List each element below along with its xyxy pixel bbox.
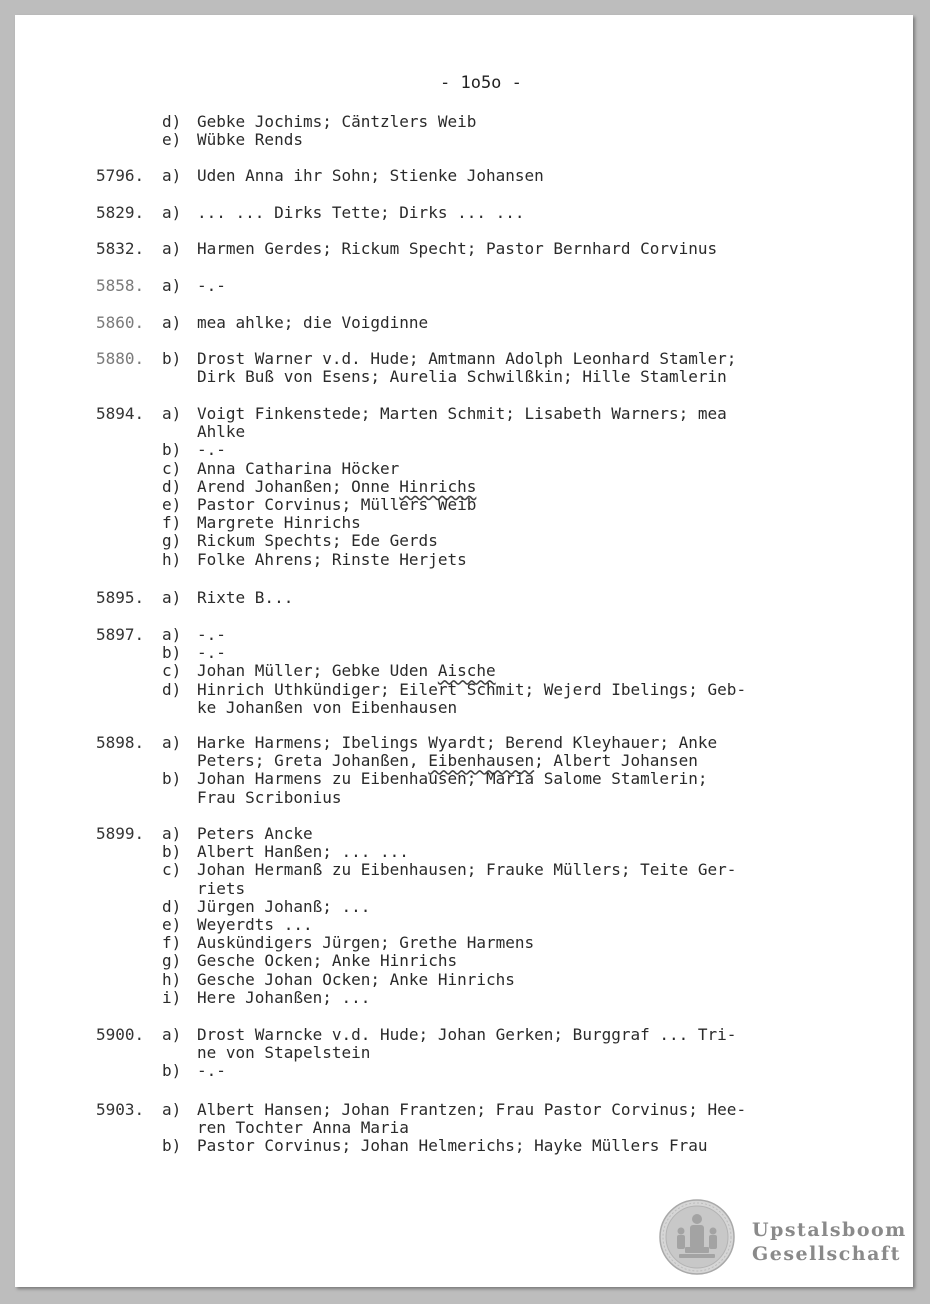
- entry-line: [0, 350, 930, 368]
- entry: [0, 589, 930, 607]
- entry-number: 5903.: [96, 1100, 145, 1119]
- item-text: Voigt Finkenstede; Marten Schmit; Lisabeth Warners; mea: [197, 404, 727, 423]
- organization-name-line1: Upstalsboom: [752, 1219, 907, 1241]
- item-marker: a): [162, 313, 182, 332]
- entry: [0, 734, 930, 807]
- entry-line: [0, 770, 930, 788]
- item-marker: a): [162, 1100, 182, 1119]
- entry-number: 5880.: [96, 349, 145, 368]
- item-marker: h): [162, 969, 182, 989]
- item-text: Gesche Ocken; Anke Hinrichs: [197, 951, 458, 971]
- item-marker: d): [162, 679, 182, 699]
- entry: [0, 167, 930, 185]
- item-marker: e): [162, 914, 182, 934]
- entry-line: [0, 1101, 930, 1119]
- entry-line: [0, 441, 930, 459]
- entry-number: 5898.: [96, 733, 145, 752]
- item-marker: d): [162, 896, 182, 916]
- item-text: Weyerdts ...: [197, 914, 313, 934]
- entry-line: [0, 898, 930, 916]
- item-text: ne von Stapelstein: [197, 1043, 371, 1063]
- entry-line: [0, 843, 930, 861]
- entry-line: [0, 368, 930, 386]
- item-marker: b): [162, 1136, 182, 1156]
- entry: [0, 626, 930, 717]
- organization-name-line2: Gesellschaft: [752, 1243, 901, 1265]
- entry-line: [0, 1119, 930, 1137]
- item-text: -.-: [197, 276, 226, 295]
- entry-line: [0, 496, 930, 514]
- entry-line: [0, 551, 930, 569]
- entry-number: 5829.: [96, 203, 145, 222]
- entry-line: [0, 916, 930, 934]
- item-text: Peters; Greta Johanßen, Eibenhausen; Albert Johansen: [197, 751, 698, 771]
- item-marker: a): [162, 625, 182, 644]
- item-text: Drost Warncke v.d. Hude; Johan Gerken; Burggraf ... Tri-: [197, 1025, 737, 1044]
- organization-name: [752, 1218, 912, 1266]
- entry-line: [0, 204, 930, 222]
- item-marker: g): [162, 951, 182, 971]
- item-text: Albert Hanßen; ... ...: [197, 842, 409, 862]
- item-text: Rixte B...: [197, 588, 294, 607]
- item-text: Jürgen Johanß; ...: [197, 896, 371, 916]
- entry-number: 5894.: [96, 404, 145, 423]
- entry-line: [0, 1062, 930, 1080]
- item-text: Gebke Jochims; Cäntzlers Weib: [197, 112, 477, 131]
- item-text: Hinrich Uthkündiger; Eilert Schmit; Wejerd Ibelings; Geb-: [197, 679, 747, 699]
- entry-number: 5900.: [96, 1025, 145, 1044]
- item-marker: g): [162, 531, 182, 551]
- item-marker: a): [162, 733, 182, 752]
- entry-line: [0, 514, 930, 532]
- item-text: ke Johanßen von Eibenhausen: [197, 697, 458, 717]
- item-text: riets: [197, 878, 246, 898]
- entry-line: [0, 532, 930, 550]
- item-text: Arend Johanßen; Onne Hinrichs: [197, 476, 477, 496]
- entry-line: [0, 662, 930, 680]
- entry: [0, 405, 930, 569]
- entry-line: [0, 131, 930, 149]
- entry-line: [0, 277, 930, 295]
- item-text: Dirk Buß von Esens; Aurelia Schwilßkin; Hille Stamlerin: [197, 367, 727, 387]
- item-text: Anna Catharina Höcker: [197, 458, 400, 478]
- item-marker: b): [162, 769, 182, 789]
- entry-number: 5860.: [96, 313, 145, 332]
- item-text: Ahlke: [197, 422, 246, 442]
- item-text: Johan Harmens zu Eibenhausen; Maria Salome Stamlerin;: [197, 769, 708, 789]
- item-text: Uden Anna ihr Sohn; Stienke Johansen: [197, 166, 544, 185]
- entry: [0, 825, 930, 1007]
- item-text: Johan Hermanß zu Eibenhausen; Frauke Müllers; Teite Ger-: [197, 860, 737, 880]
- item-marker: a): [162, 166, 182, 185]
- entry: [0, 314, 930, 332]
- entry-line: [0, 167, 930, 185]
- item-marker: b): [162, 643, 182, 663]
- item-text: -.-: [197, 643, 226, 663]
- upstalsboom-seal-logo: [659, 1199, 735, 1275]
- entry-number: 5899.: [96, 824, 145, 843]
- entry: [0, 1026, 930, 1081]
- entry: [0, 1101, 930, 1156]
- item-marker: c): [162, 661, 182, 681]
- item-marker: a): [162, 588, 182, 607]
- item-text: Frau Scribonius: [197, 787, 342, 807]
- entry-line: [0, 880, 930, 898]
- entry-line: [0, 1137, 930, 1155]
- entry-line: [0, 789, 930, 807]
- item-text: Here Johanßen; ...: [197, 987, 371, 1007]
- item-marker: a): [162, 203, 182, 222]
- entry-line: [0, 952, 930, 970]
- entry-line: [0, 460, 930, 478]
- item-marker: a): [162, 1025, 182, 1044]
- entry-line: [0, 314, 930, 332]
- entry-line: [0, 1044, 930, 1062]
- item-text: Pastor Corvinus; Müllers Weib: [197, 494, 477, 514]
- entry-line: [0, 734, 930, 752]
- item-marker: f): [162, 513, 182, 533]
- item-text: Drost Warner v.d. Hude; Amtmann Adolph Leonhard Stamler;: [197, 349, 737, 368]
- item-text: Folke Ahrens; Rinste Herjets: [197, 549, 467, 569]
- item-text: -.-: [197, 440, 226, 460]
- item-text: Rickum Spechts; Ede Gerds: [197, 531, 438, 551]
- entry-number: 5796.: [96, 166, 145, 185]
- entry-line: [0, 626, 930, 644]
- item-text: Pastor Corvinus; Johan Helmerichs; Hayke Müllers Frau: [197, 1136, 708, 1156]
- item-marker: c): [162, 458, 182, 478]
- item-text: Harke Harmens; Ibelings Wyardt; Berend Kleyhauer; Anke: [197, 733, 718, 752]
- item-marker: b): [162, 1061, 182, 1081]
- entry-line: [0, 589, 930, 607]
- entry-number: 5858.: [96, 276, 145, 295]
- item-marker: e): [162, 130, 182, 150]
- item-marker: b): [162, 440, 182, 460]
- item-marker: b): [162, 349, 182, 368]
- entry: [0, 204, 930, 222]
- item-marker: b): [162, 842, 182, 862]
- entry: [0, 113, 930, 149]
- item-marker: c): [162, 860, 182, 880]
- entry-line: [0, 971, 930, 989]
- item-marker: a): [162, 824, 182, 843]
- item-text: Johan Müller; Gebke Uden Aische: [197, 661, 496, 681]
- item-text: Wübke Rends: [197, 130, 303, 150]
- entry-line: [0, 1026, 930, 1044]
- entry-number: 5895.: [96, 588, 145, 607]
- entry-line: [0, 478, 930, 496]
- item-text: Auskündigers Jürgen; Grethe Harmens: [197, 933, 535, 953]
- entry-line: [0, 699, 930, 717]
- item-text: ... ... Dirks Tette; Dirks ... ...: [197, 203, 525, 222]
- entry-number: 5832.: [96, 239, 145, 258]
- item-marker: i): [162, 987, 182, 1007]
- item-text: Harmen Gerdes; Rickum Specht; Pastor Bernhard Corvinus: [197, 239, 718, 258]
- entry: [0, 240, 930, 258]
- item-text: Margrete Hinrichs: [197, 513, 361, 533]
- entry-line: [0, 423, 930, 441]
- item-marker: a): [162, 239, 182, 258]
- item-marker: d): [162, 476, 182, 496]
- entry-line: [0, 989, 930, 1007]
- page-number: - 1o5o -: [440, 73, 522, 93]
- entry-number: 5897.: [96, 625, 145, 644]
- item-marker: h): [162, 549, 182, 569]
- entry-line: [0, 825, 930, 843]
- entry-line: [0, 405, 930, 423]
- item-text: -.-: [197, 625, 226, 644]
- item-text: mea ahlke; die Voigdinne: [197, 313, 429, 332]
- entry-line: [0, 113, 930, 131]
- entry: [0, 350, 930, 386]
- entry: [0, 277, 930, 295]
- item-marker: a): [162, 276, 182, 295]
- item-text: ren Tochter Anna Maria: [197, 1118, 409, 1138]
- entry-line: [0, 240, 930, 258]
- entry-line: [0, 681, 930, 699]
- item-text: Gesche Johan Ocken; Anke Hinrichs: [197, 969, 515, 989]
- item-marker: e): [162, 494, 182, 514]
- item-marker: f): [162, 933, 182, 953]
- item-text: Peters Ancke: [197, 824, 313, 843]
- item-text: Albert Hansen; Johan Frantzen; Frau Pastor Corvinus; Hee-: [197, 1100, 747, 1119]
- entry-line: [0, 752, 930, 770]
- item-text: -.-: [197, 1061, 226, 1081]
- item-marker: d): [162, 112, 182, 131]
- entry-line: [0, 644, 930, 662]
- entry-line: [0, 861, 930, 879]
- item-marker: a): [162, 404, 182, 423]
- entry-line: [0, 934, 930, 952]
